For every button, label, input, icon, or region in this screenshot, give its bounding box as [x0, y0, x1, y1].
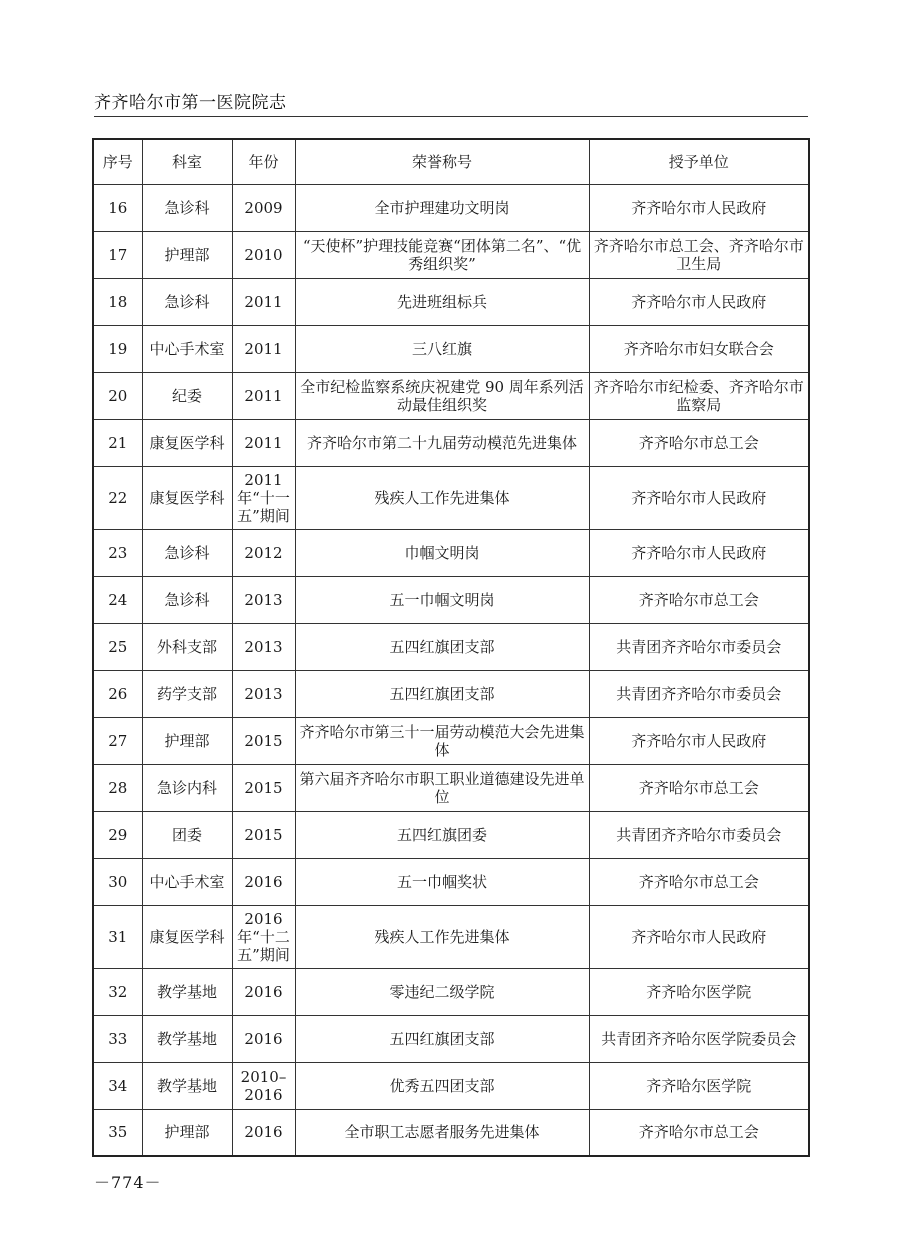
- year-cell: 2011: [232, 325, 295, 372]
- year-cell: 2016: [232, 858, 295, 905]
- table-row: [93, 968, 809, 1015]
- grantor-cell: 齐齐哈尔市总工会、齐齐哈尔市卫生局: [589, 231, 809, 278]
- year-cell: 2016: [232, 1015, 295, 1062]
- honor-title-cell: 五四红旗团支部: [295, 670, 589, 717]
- grantor-cell: 共青团齐齐哈尔医学院委员会: [589, 1015, 809, 1062]
- row-number-cell: 33: [93, 1015, 142, 1062]
- row-number-cell: 30: [93, 858, 142, 905]
- header-honor: 荣誉称号: [295, 139, 589, 184]
- department-cell: 康复医学科: [142, 466, 232, 529]
- year-cell: 2013: [232, 670, 295, 717]
- department-cell: 教学基地: [142, 968, 232, 1015]
- department-cell: 教学基地: [142, 1062, 232, 1109]
- department-cell: 护理部: [142, 717, 232, 764]
- honor-title-cell: 巾帼文明岗: [295, 529, 589, 576]
- table-row: [93, 325, 809, 372]
- grantor-cell: 共青团齐齐哈尔市委员会: [589, 623, 809, 670]
- year-cell: 2013: [232, 576, 295, 623]
- table-row: [93, 1109, 809, 1156]
- department-cell: 急诊内科: [142, 764, 232, 811]
- grantor-cell: 齐齐哈尔市总工会: [589, 419, 809, 466]
- year-cell: 2015: [232, 811, 295, 858]
- department-cell: 外科支部: [142, 623, 232, 670]
- department-cell: 康复医学科: [142, 419, 232, 466]
- grantor-cell: 共青团齐齐哈尔市委员会: [589, 811, 809, 858]
- table-row: [93, 905, 809, 968]
- header-grantor: 授予单位: [589, 139, 809, 184]
- year-cell: 2009: [232, 184, 295, 231]
- honor-title-cell: 零违纪二级学院: [295, 968, 589, 1015]
- department-cell: 急诊科: [142, 278, 232, 325]
- year-cell: 2016 年“十二五”期间: [232, 905, 295, 968]
- honor-title-cell: 先进班组标兵: [295, 278, 589, 325]
- year-cell: 2010–2016: [232, 1062, 295, 1109]
- table-row: [93, 372, 809, 419]
- row-number-cell: 22: [93, 466, 142, 529]
- page-number: －774－: [94, 1173, 162, 1192]
- year-cell: 2011: [232, 278, 295, 325]
- table-row: [93, 717, 809, 764]
- grantor-cell: 齐齐哈尔医学院: [589, 1062, 809, 1109]
- table-row: [93, 670, 809, 717]
- grantor-cell: 齐齐哈尔市纪检委、齐齐哈尔市监察局: [589, 372, 809, 419]
- honor-title-cell: 五一巾帼奖状: [295, 858, 589, 905]
- department-cell: 教学基地: [142, 1015, 232, 1062]
- row-number-cell: 35: [93, 1109, 142, 1156]
- grantor-cell: 齐齐哈尔市人民政府: [589, 529, 809, 576]
- row-number-cell: 28: [93, 764, 142, 811]
- department-cell: 药学支部: [142, 670, 232, 717]
- grantor-cell: 齐齐哈尔市人民政府: [589, 717, 809, 764]
- year-cell: 2011: [232, 372, 295, 419]
- department-cell: 中心手术室: [142, 325, 232, 372]
- row-number-cell: 16: [93, 184, 142, 231]
- row-number-cell: 21: [93, 419, 142, 466]
- running-head: 齐齐哈尔市第一医院院志: [94, 93, 287, 113]
- row-number-cell: 17: [93, 231, 142, 278]
- row-number-cell: 18: [93, 278, 142, 325]
- table-row: [93, 1062, 809, 1109]
- table-row: [93, 858, 809, 905]
- department-cell: 急诊科: [142, 529, 232, 576]
- row-number-cell: 19: [93, 325, 142, 372]
- department-cell: 急诊科: [142, 184, 232, 231]
- honor-title-cell: 残疾人工作先进集体: [295, 466, 589, 529]
- honor-title-cell: 全市纪检监察系统庆祝建党 90 周年系列活动最佳组织奖: [295, 372, 589, 419]
- grantor-cell: 齐齐哈尔市人民政府: [589, 466, 809, 529]
- table-row: [93, 1015, 809, 1062]
- grantor-cell: 共青团齐齐哈尔市委员会: [589, 670, 809, 717]
- grantor-cell: 齐齐哈尔市人民政府: [589, 278, 809, 325]
- honor-title-cell: 全市护理建功文明岗: [295, 184, 589, 231]
- department-cell: 急诊科: [142, 576, 232, 623]
- table-row: [93, 184, 809, 231]
- year-cell: 2015: [232, 764, 295, 811]
- row-number-cell: 31: [93, 905, 142, 968]
- year-cell: 2011: [232, 419, 295, 466]
- row-number-cell: 23: [93, 529, 142, 576]
- grantor-cell: 齐齐哈尔市总工会: [589, 576, 809, 623]
- row-number-cell: 29: [93, 811, 142, 858]
- grantor-cell: 齐齐哈尔市人民政府: [589, 184, 809, 231]
- table-row: [93, 466, 809, 529]
- honor-title-cell: 齐齐哈尔市第二十九届劳动模范先进集体: [295, 419, 589, 466]
- year-cell: 2011 年“十一五”期间: [232, 466, 295, 529]
- table-row: [93, 529, 809, 576]
- department-cell: 团委: [142, 811, 232, 858]
- year-cell: 2016: [232, 1109, 295, 1156]
- year-cell: 2015: [232, 717, 295, 764]
- department-cell: 康复医学科: [142, 905, 232, 968]
- header-dept: 科室: [142, 139, 232, 184]
- honor-title-cell: 三八红旗: [295, 325, 589, 372]
- department-cell: 中心手术室: [142, 858, 232, 905]
- table-row: [93, 811, 809, 858]
- honor-title-cell: 五四红旗团委: [295, 811, 589, 858]
- table-header-row: [93, 139, 809, 184]
- grantor-cell: 齐齐哈尔医学院: [589, 968, 809, 1015]
- grantor-cell: 齐齐哈尔市总工会: [589, 858, 809, 905]
- row-number-cell: 25: [93, 623, 142, 670]
- department-cell: 护理部: [142, 1109, 232, 1156]
- grantor-cell: 齐齐哈尔市妇女联合会: [589, 325, 809, 372]
- honor-title-cell: 五四红旗团支部: [295, 623, 589, 670]
- row-number-cell: 32: [93, 968, 142, 1015]
- honor-title-cell: 齐齐哈尔市第三十一届劳动模范大会先进集体: [295, 717, 589, 764]
- honor-title-cell: “天使杯”护理技能竞赛“团体第二名”、“优秀组织奖”: [295, 231, 589, 278]
- table-row: [93, 278, 809, 325]
- table-row: [93, 623, 809, 670]
- row-number-cell: 24: [93, 576, 142, 623]
- department-cell: 纪委: [142, 372, 232, 419]
- table-row: [93, 764, 809, 811]
- table-row: [93, 576, 809, 623]
- year-cell: 2012: [232, 529, 295, 576]
- row-number-cell: 34: [93, 1062, 142, 1109]
- header-year: 年份: [232, 139, 295, 184]
- header-rule: [94, 116, 808, 117]
- table-row: [93, 419, 809, 466]
- honor-title-cell: 第六届齐齐哈尔市职工职业道德建设先进单位: [295, 764, 589, 811]
- row-number-cell: 27: [93, 717, 142, 764]
- honors-table: [92, 138, 810, 1157]
- table-row: [93, 231, 809, 278]
- row-number-cell: 26: [93, 670, 142, 717]
- honor-title-cell: 全市职工志愿者服务先进集体: [295, 1109, 589, 1156]
- row-number-cell: 20: [93, 372, 142, 419]
- header-no: 序号: [93, 139, 142, 184]
- grantor-cell: 齐齐哈尔市总工会: [589, 764, 809, 811]
- department-cell: 护理部: [142, 231, 232, 278]
- year-cell: 2016: [232, 968, 295, 1015]
- year-cell: 2010: [232, 231, 295, 278]
- honor-title-cell: 五四红旗团支部: [295, 1015, 589, 1062]
- honor-title-cell: 残疾人工作先进集体: [295, 905, 589, 968]
- grantor-cell: 齐齐哈尔市人民政府: [589, 905, 809, 968]
- honor-title-cell: 五一巾帼文明岗: [295, 576, 589, 623]
- honor-title-cell: 优秀五四团支部: [295, 1062, 589, 1109]
- year-cell: 2013: [232, 623, 295, 670]
- grantor-cell: 齐齐哈尔市总工会: [589, 1109, 809, 1156]
